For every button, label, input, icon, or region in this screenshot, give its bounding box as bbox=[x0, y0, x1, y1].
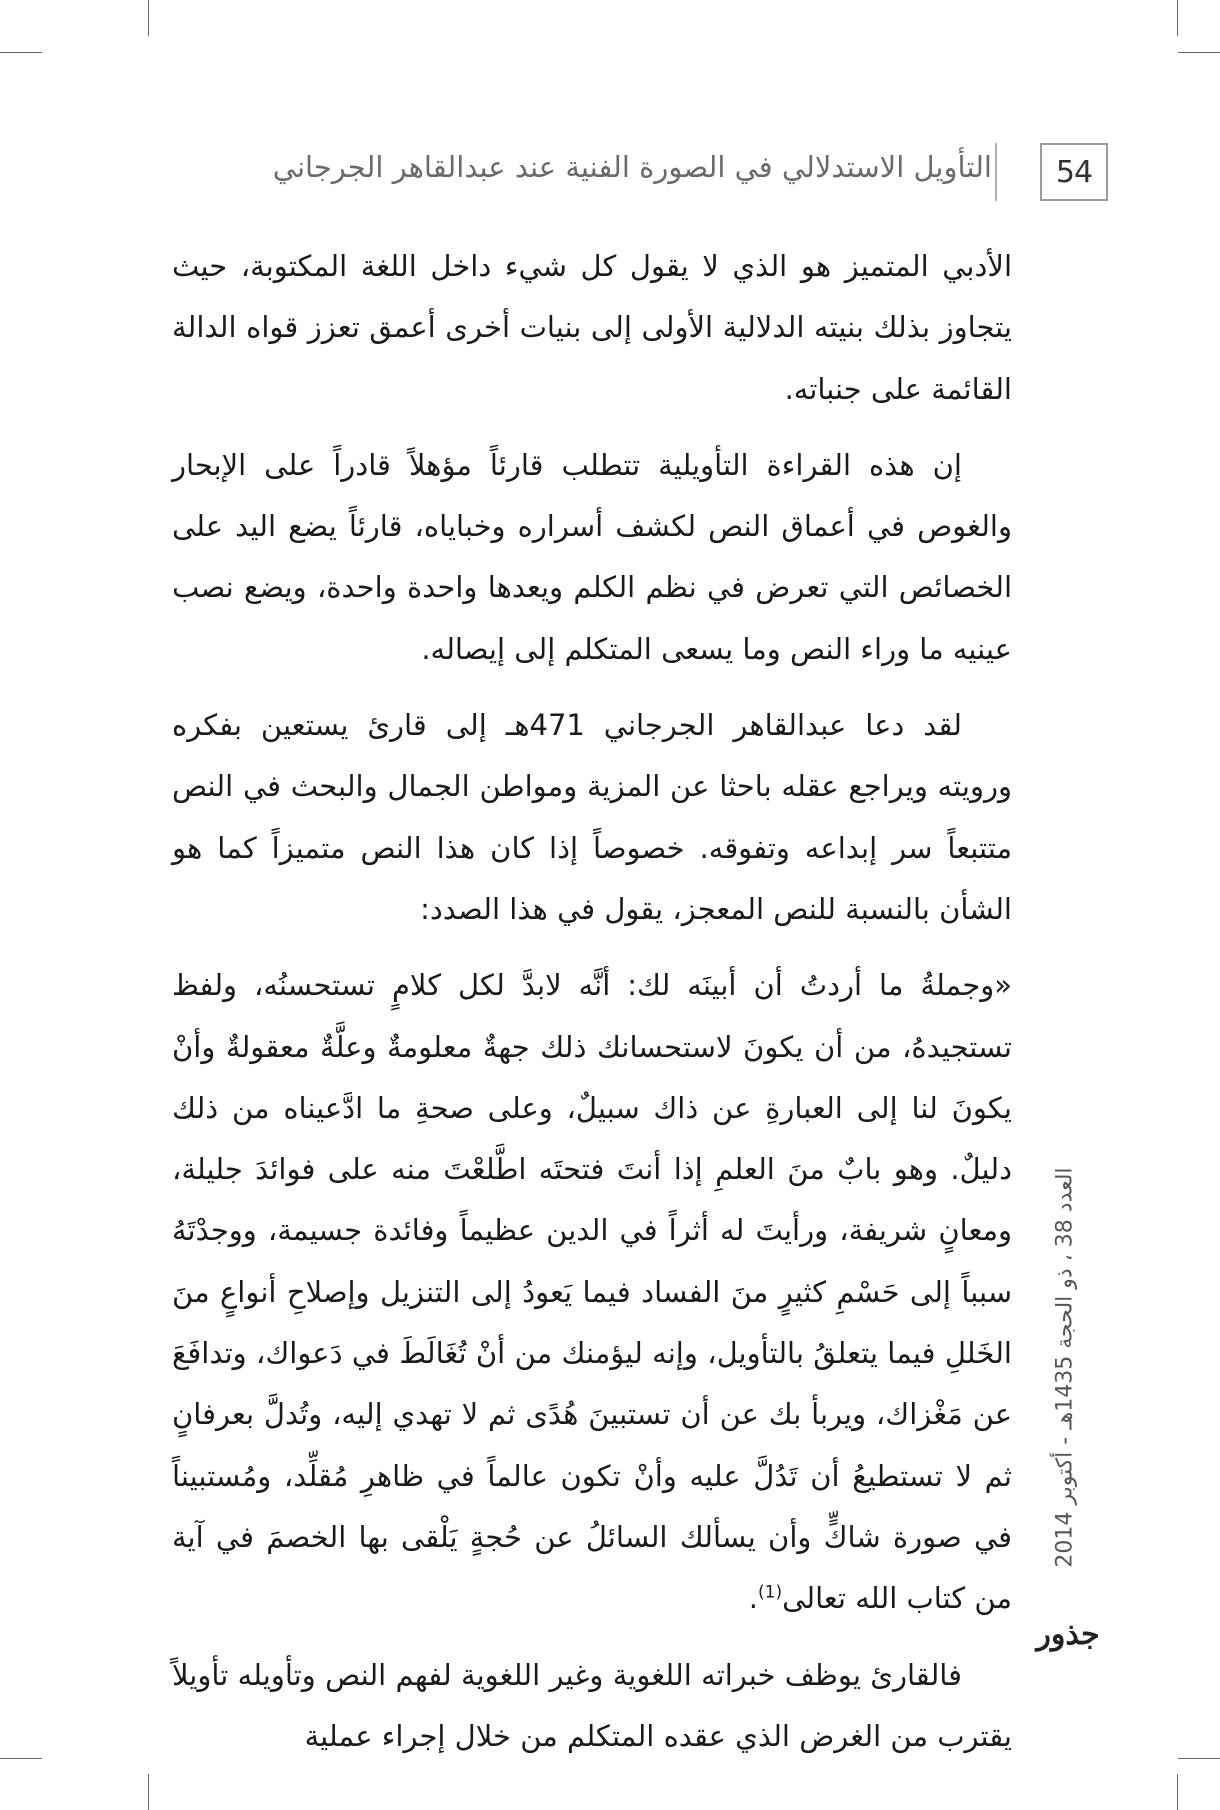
crop-mark bbox=[1177, 0, 1178, 36]
journal-logo bbox=[1032, 1610, 1104, 1658]
page-number: 54 bbox=[1040, 143, 1108, 201]
crop-mark bbox=[148, 0, 149, 36]
issue-info: العدد 38 ، ذو الحجة 1435هـ - أكتوبر 2014 bbox=[1052, 1167, 1078, 1568]
crop-mark bbox=[0, 1758, 42, 1759]
paragraph: لقد دعا عبدالقاهر الجرجاني 471هـ إلى قارئ يستعين بفكره ورويته ويراجع عقله باحثا عن المزية ومواطن الجمال والبحث في النص متتبعاً سر إبداعه وتفوقه. خصوصاً إذا كان هذا النص متميزاً كما هو الشأن بالنسبة للنص المعجز، يقول في هذا الصدد: bbox=[172, 708, 1012, 926]
crop-mark bbox=[0, 52, 42, 53]
article-body bbox=[172, 236, 1012, 1782]
quotation-end: . bbox=[748, 1581, 758, 1616]
paragraph: فالقارئ يوظف خبراته اللغوية وغير اللغوية لفهم النص وتأويله تأويلاً يقترب من الغرض الذي عقده المتكلم من خلال إجراء عملية bbox=[172, 1657, 1012, 1753]
header-divider bbox=[995, 143, 997, 201]
issue-footer bbox=[1035, 1130, 1095, 1605]
footnote-marker[interactable]: (1) bbox=[757, 1582, 783, 1603]
crop-mark bbox=[1178, 52, 1220, 53]
crop-mark bbox=[1178, 1758, 1220, 1759]
crop-mark bbox=[1177, 1774, 1178, 1810]
running-title: التأويل الاستدلالي في الصورة الفنية عند عبدالقاهر الجرجاني bbox=[272, 150, 992, 184]
quotation-text: «وجملةُ ما أردتُ أن أبينَه لك: أنَّه لابدَّ لكل كلامٍ تستحسنُه، ولفظ تستجيدهُ، من أن يكونَ لاستحسانك ذلك جهةٌ معلومةٌ وعلَّةٌ معقولةٌ وأنْ يكونَ لنا إلى العبارةِ عن ذاك سبيلٌ، وعلى صحةِ ما ادَّعيناه من ذلك دليلٌ. وهو بابٌ منَ العلمِ إذا أنتَ فتحتَه اطَّلعْتَ منه على فوائدَ جليلة، ومعانٍ شريفة، ورأيتَ له أثراً في الدين عظيماً وفائدة جسيمة، ووجدْتَهُ سبباً إلى حَسْمِ كثيرٍ منَ الفساد فيما يَعودُ إلى التنزيل وإصلاحِ أنواعٍ منَ الخَللِ فيما يتعلقُ بالتأويل، وإنه ليؤمنك من أنْ تُغَالَطَ في دَعواك، وتدافَعَ عن مَغْزاك، ويربأ بك عن أن تستبينَ هُدًى ثم لا تهدي إليه، وتُدلَّ بعرفانٍ ثم لا تستطيعُ أن تَدُلَّ عليه وأنْ تكون عالماً في ظاهرِ مُقلِّد، ومُستبيناً في صورة شاكٍّ وأن يسألك السائلُ عن حُجةٍ يَلْقى بها الخصمَ في آية من كتاب الله تعالى bbox=[172, 968, 1012, 1616]
paragraph: الأدبي المتميز هو الذي لا يقول كل شيء داخل اللغة المكتوبة، حيث يتجاوز بذلك بنيته الدلالية الأولى إلى بنيات أخرى أعمق تعزز قواه الدالة القائمة على جنباته. bbox=[172, 249, 1012, 406]
paragraph: إن هذه القراءة التأويلية تتطلب قارئاً مؤهلاً قادراً على الإبحار والغوص في أعماق النص لكشف أسراره وخباياه، قارئاً يضع اليد على الخصائص التي تعرض في نظم الكلم ويعدها واحدة واحدة، ويضع نصب عينيه ما وراء النص وما يسعى المتكلم إلى إيصاله. bbox=[172, 447, 1012, 666]
journal-logo-text: جذور bbox=[1036, 1616, 1100, 1652]
crop-mark bbox=[148, 1774, 149, 1810]
quotation-paragraph bbox=[172, 955, 1012, 1629]
